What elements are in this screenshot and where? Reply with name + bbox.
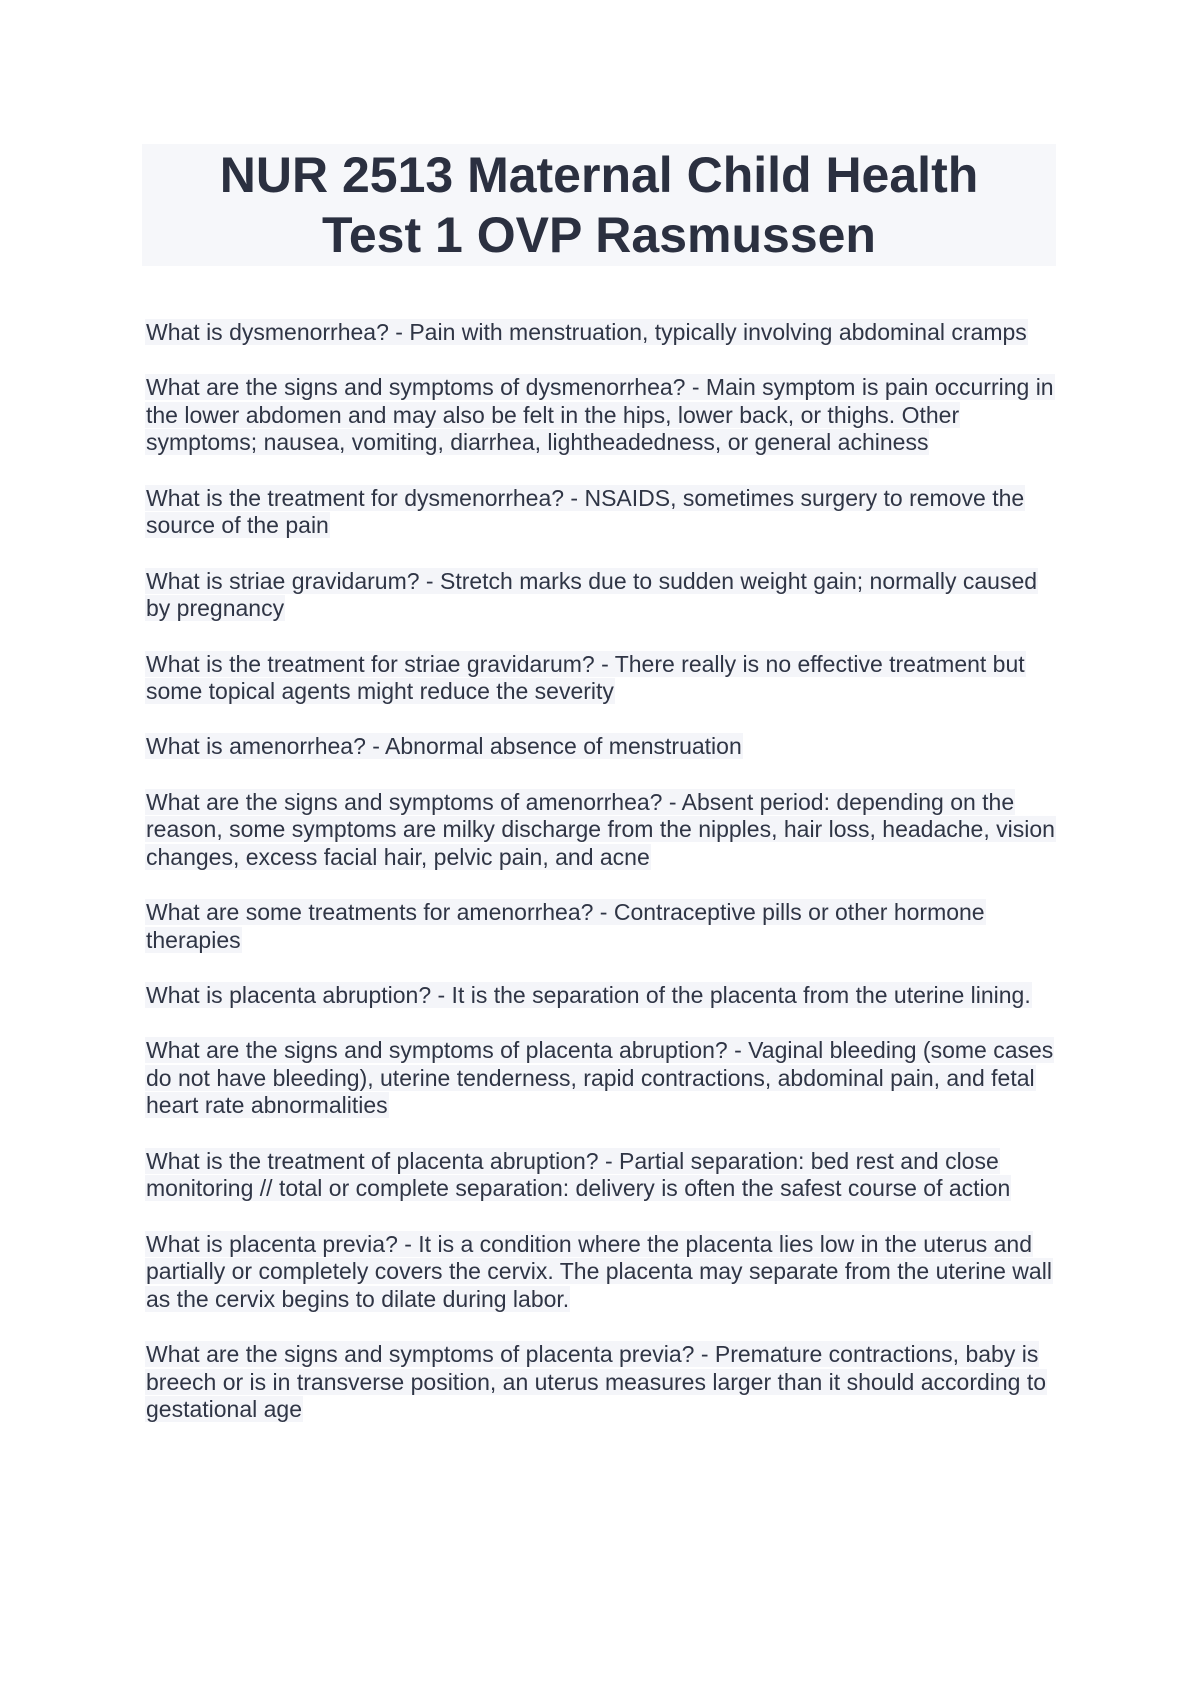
qa-text: What is striae gravidarum? - Stretch marks due to sudden weight gain; normally caused by pregnancy xyxy=(146,567,1038,622)
qa-text: What are the signs and symptoms of placenta abruption? - Vaginal bleeding (some cases do not have bleeding), uterine tenderness, rapid contractions, abdominal pain, and fetal heart rate abnormalities xyxy=(146,1037,1054,1119)
qa-text: What is the treatment of placenta abruption? - Partial separation: bed rest and close monitoring // total or complete separation: delivery is often the safest course of action xyxy=(146,1147,1011,1202)
qa-text: What is placenta abruption? - It is the separation of the placenta from the uterine lining. xyxy=(146,982,1031,1008)
qa-item xyxy=(145,568,1065,623)
qa-item xyxy=(145,789,1065,872)
qa-item xyxy=(145,374,1065,457)
qa-item xyxy=(145,319,1065,347)
qa-item xyxy=(145,651,1065,706)
qa-text: What are the signs and symptoms of dysmenorrhea? - Main symptom is pain occurring in the lower abdomen and may also be felt in the hips, lower back, or thighs. Other symptoms; nausea, vomiting, diarrhea, lightheadedness, or general achiness xyxy=(146,374,1054,456)
qa-item xyxy=(145,1037,1065,1120)
qa-item xyxy=(145,1148,1065,1203)
qa-text: What are some treatments for amenorrhea? - Contraceptive pills or other hormone therapies xyxy=(146,899,985,953)
qa-text: What is the treatment for striae gravidarum? - There really is no effective treatment but some topical agents might reduce the severity xyxy=(146,650,1025,705)
qa-item xyxy=(145,982,1065,1010)
qa-item xyxy=(145,733,1065,761)
title-line-1: NUR 2513 Maternal Child Health xyxy=(219,147,979,203)
qa-text: What are the signs and symptoms of amenorrhea? - Absent period: depending on the reason, some symptoms are milky discharge from the nipples, hair loss, headache, vision changes, excess facial hair, pelvic pain, and acne xyxy=(146,788,1055,870)
qa-list xyxy=(145,319,1065,1452)
qa-text: What are the signs and symptoms of placenta previa? - Premature contractions, baby is breech or is in transverse position, an uterus measures larger than it should according to gestational age xyxy=(146,1341,1047,1423)
qa-item xyxy=(145,1341,1065,1424)
qa-item xyxy=(145,485,1065,540)
document-title xyxy=(220,145,979,265)
qa-text: What is the treatment for dysmenorrhea? - NSAIDS, sometimes surgery to remove the source of the pain xyxy=(146,484,1025,539)
title-line-2: Test 1 OVP Rasmussen xyxy=(322,207,876,263)
qa-text: What is dysmenorrhea? - Pain with menstruation, typically involving abdominal cramps xyxy=(146,319,1027,345)
qa-item xyxy=(145,1231,1065,1314)
qa-item xyxy=(145,899,1065,954)
qa-text: What is placenta previa? - It is a condition where the placenta lies low in the uterus and partially or completely covers the cervix. The placenta may separate from the uterine wall as the cervix begins to dilate during labor. xyxy=(146,1230,1052,1312)
title-box xyxy=(142,144,1056,266)
qa-text: What is amenorrhea? - Abnormal absence of menstruation xyxy=(146,733,742,760)
